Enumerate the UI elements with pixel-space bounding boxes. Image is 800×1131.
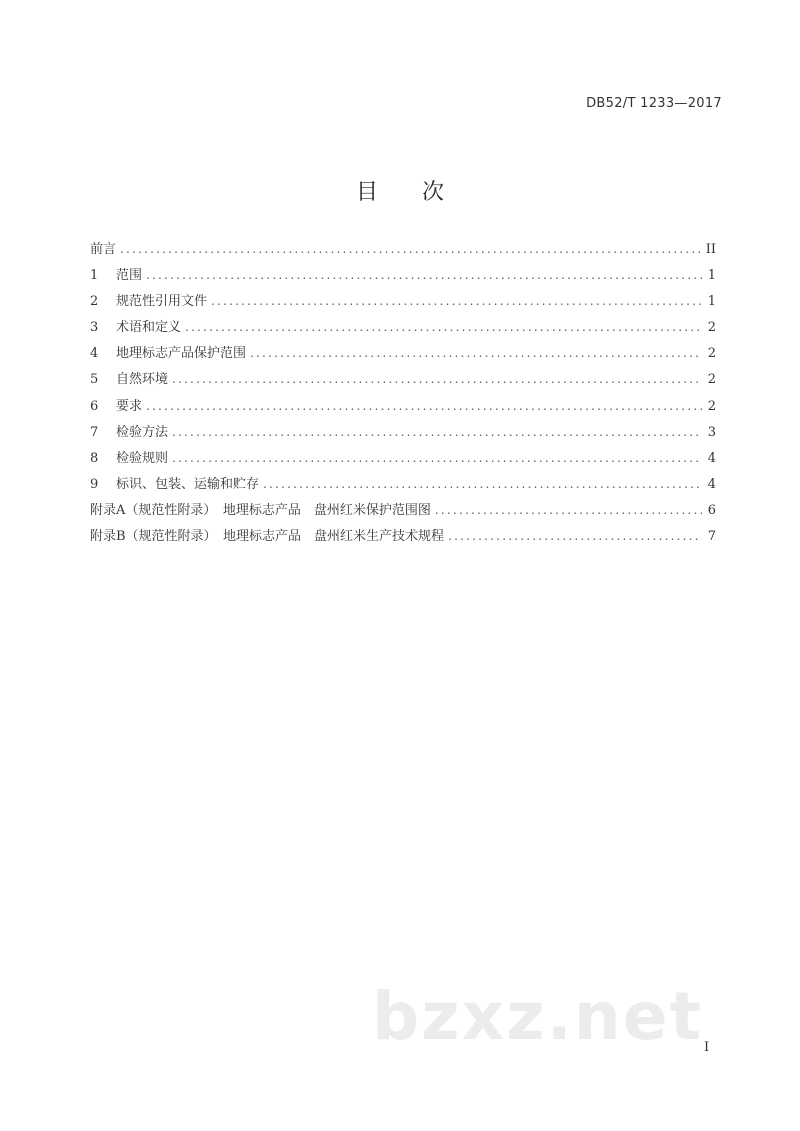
toc-entry-6[interactable] xyxy=(90,395,716,421)
toc-entry-page: 3 xyxy=(707,424,716,440)
toc-entry-label: 地理标志产品保护范围 xyxy=(116,346,247,362)
toc-entry-label: 检验方法 xyxy=(116,424,169,440)
toc-entry-page: 2 xyxy=(707,398,716,414)
leader-dots xyxy=(146,268,702,282)
toc-entry-5[interactable] xyxy=(90,368,716,394)
leader-dots xyxy=(146,399,702,413)
toc-entry-4[interactable] xyxy=(90,342,716,368)
table-of-contents xyxy=(90,238,716,551)
toc-entry-label: 术语和定义 xyxy=(116,320,182,336)
toc-entry-page: 4 xyxy=(707,476,716,492)
leader-dots xyxy=(172,425,702,439)
toc-entry-label: 规范性引用文件 xyxy=(116,294,208,310)
toc-entry-appendix-a[interactable] xyxy=(90,499,716,525)
leader-dots xyxy=(263,477,702,491)
toc-entry-label: 前言 xyxy=(90,242,117,257)
toc-entry-page: 1 xyxy=(707,268,716,284)
toc-entry-number: 5 xyxy=(90,372,99,388)
toc-entry-number: 2 xyxy=(90,294,99,310)
toc-entry-label: 要求 xyxy=(116,398,143,414)
page-number: I xyxy=(704,1040,710,1055)
toc-entry-appendix-b[interactable] xyxy=(90,525,716,551)
toc-entry-9[interactable] xyxy=(90,473,716,499)
leader-dots xyxy=(120,242,702,256)
toc-entry-page: 2 xyxy=(707,346,716,362)
standard-code: DB52/T 1233—2017 xyxy=(586,96,722,111)
toc-entry-number: 9 xyxy=(90,476,99,492)
toc-entry-page: 2 xyxy=(707,320,716,336)
toc-entry-number: 6 xyxy=(90,398,99,414)
toc-entry-page: 6 xyxy=(707,502,716,518)
toc-entry-label: 附录A（规范性附录） 地理标志产品 盘州红米保护范围图 xyxy=(90,502,431,518)
page-title: 目次 xyxy=(355,180,488,205)
leader-dots xyxy=(185,320,702,334)
toc-entry-page: 7 xyxy=(707,529,716,545)
toc-entry-number: 8 xyxy=(90,450,99,466)
leader-dots xyxy=(211,294,702,308)
toc-entry-label: 检验规则 xyxy=(116,450,169,466)
toc-entry-label: 自然环境 xyxy=(116,372,169,388)
toc-entry-number: 4 xyxy=(90,346,99,362)
toc-entry-label: 范围 xyxy=(116,268,143,284)
toc-entry-3[interactable] xyxy=(90,316,716,342)
toc-entry-2[interactable] xyxy=(90,290,716,316)
toc-entry-page: 1 xyxy=(707,294,716,310)
toc-entry-foreword[interactable] xyxy=(90,238,716,264)
toc-entry-8[interactable] xyxy=(90,447,716,473)
leader-dots xyxy=(250,346,702,360)
leader-dots xyxy=(435,503,702,517)
toc-entry-1[interactable] xyxy=(90,264,716,290)
toc-entry-number: 3 xyxy=(90,320,99,336)
toc-entry-page: 4 xyxy=(707,450,716,466)
toc-entry-page: II xyxy=(705,242,716,257)
toc-entry-7[interactable] xyxy=(90,421,716,447)
leader-dots xyxy=(172,372,702,386)
toc-entry-number: 7 xyxy=(90,424,99,440)
toc-entry-label: 附录B（规范性附录） 地理标志产品 盘州红米生产技术规程 xyxy=(90,529,445,545)
toc-entry-page: 2 xyxy=(707,372,716,388)
leader-dots xyxy=(172,451,702,465)
toc-entry-label: 标识、包装、运输和贮存 xyxy=(116,476,260,492)
toc-entry-number: 1 xyxy=(90,268,99,284)
leader-dots xyxy=(448,529,702,543)
watermark: bzxz.net xyxy=(372,978,704,1055)
